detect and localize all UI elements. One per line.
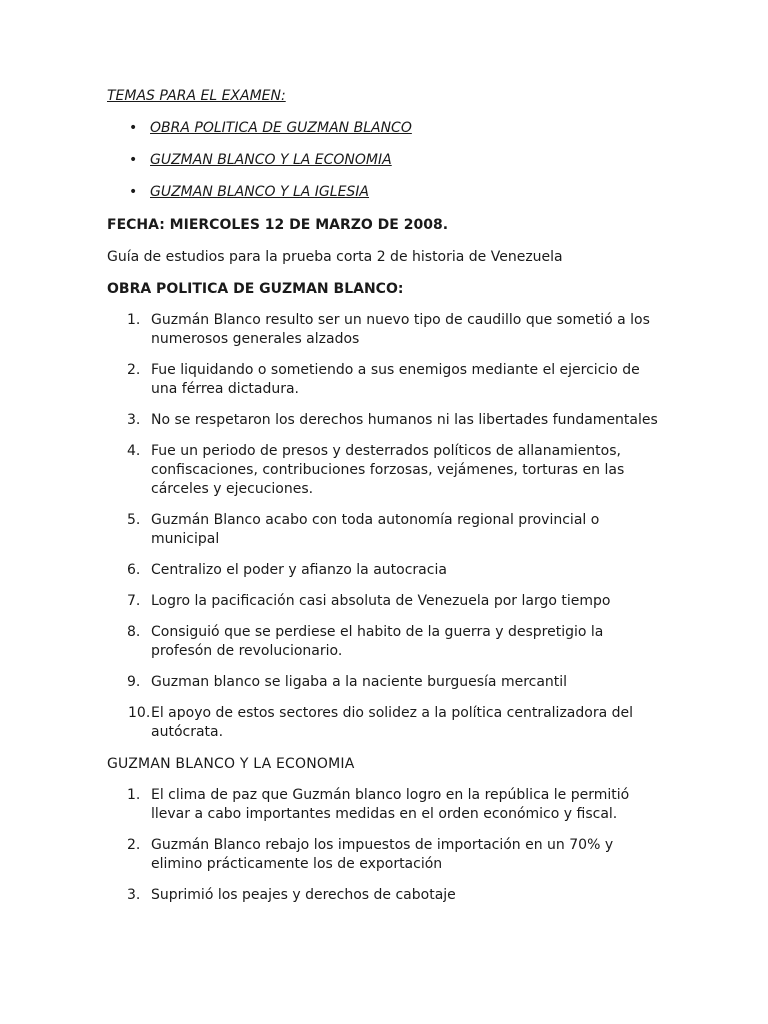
list-item-line: elimino prácticamente los de exportación — [151, 856, 443, 872]
list-item-line: Fue liquidando o sometiendo a sus enemigos mediante el ejercicio de — [151, 362, 640, 378]
list-item-line: autócrata. — [151, 724, 224, 740]
list-item — [107, 511, 667, 549]
list-item-number: 3. — [127, 887, 141, 903]
list-item-line: confiscaciones, contribuciones forzosas, vejámenes, torturas en las — [151, 462, 625, 478]
list-item-number: 6. — [127, 562, 141, 578]
list-item-number: 7. — [127, 593, 141, 609]
study-guide-subtitle: Guía de estudios para la prueba corta 2 de historia de Venezuela — [107, 249, 563, 265]
list-item-line: Centralizo el poder y afianzo la autocracia — [151, 562, 447, 578]
list-item — [107, 704, 667, 742]
list-item-line: Guzman blanco se ligaba a la naciente burguesía mercantil — [151, 674, 568, 690]
list-item-number: 4. — [127, 443, 141, 459]
list-item-line: Guzmán Blanco rebajo los impuestos de importación en un 70% y — [151, 837, 614, 853]
list-item — [107, 442, 667, 499]
list-item-line: Fue un periodo de presos y desterrados políticos de allanamientos, — [151, 443, 621, 459]
list-item-number: 9. — [127, 674, 141, 690]
economia-list — [107, 786, 667, 905]
temas-item-text: GUZMAN BLANCO Y LA ECONOMIA — [150, 152, 392, 168]
section-heading-economia: GUZMAN BLANCO Y LA ECONOMIA — [107, 756, 355, 772]
list-item-line: cárceles y ejecuciones. — [151, 481, 314, 497]
list-item-line: Guzmán Blanco acabo con toda autonomía regional provincial o — [151, 512, 600, 528]
document-page — [107, 86, 667, 905]
temas-title: TEMAS PARA EL EXAMEN: — [107, 88, 286, 104]
obra-politica-list — [107, 311, 667, 742]
list-item-line: Logro la pacificación casi absoluta de Venezuela por largo tiempo — [151, 593, 611, 609]
list-item-number: 8. — [127, 624, 141, 640]
list-item — [107, 411, 667, 430]
temas-item — [107, 150, 667, 170]
list-item-line: El apoyo de estos sectores dio solidez a la política centralizadora del — [151, 705, 633, 721]
list-item-line: municipal — [151, 531, 220, 547]
list-item — [107, 592, 667, 611]
list-item-number: 2. — [127, 837, 141, 853]
list-item-line: No se respetaron los derechos humanos ni las libertades fundamentales — [151, 412, 658, 428]
list-item-line: numerosos generales alzados — [151, 331, 360, 347]
list-item-line: llevar a cabo importantes medidas en el orden económico y fiscal. — [151, 806, 618, 822]
list-item-line: Guzmán Blanco resulto ser un nuevo tipo de caudillo que sometió a los — [151, 312, 650, 328]
list-item — [107, 786, 667, 824]
list-item — [107, 673, 667, 692]
list-item-number: 10. — [128, 705, 151, 721]
list-item-line: Suprimió los peajes y derechos de cabotaje — [151, 887, 456, 903]
list-item-number: 5. — [127, 512, 141, 528]
bullet-icon: • — [129, 120, 138, 136]
temas-item — [107, 182, 667, 202]
bullet-icon: • — [129, 184, 138, 200]
exam-date: FECHA: MIERCOLES 12 DE MARZO DE 2008. — [107, 217, 449, 233]
list-item-line: El clima de paz que Guzmán blanco logro en la república le permitió — [151, 787, 630, 803]
list-item-number: 2. — [127, 362, 141, 378]
list-item — [107, 836, 667, 874]
list-item — [107, 561, 667, 580]
list-item — [107, 311, 667, 349]
list-item-line: Consiguió que se perdiese el habito de la guerra y despretigio la — [151, 624, 604, 640]
list-item-number: 1. — [127, 787, 141, 803]
list-item — [107, 361, 667, 399]
list-item-number: 3. — [127, 412, 141, 428]
list-item-line: una férrea dictadura. — [151, 381, 300, 397]
list-item — [107, 886, 667, 905]
bullet-icon: • — [129, 152, 138, 168]
list-item-line: profesón de revolucionario. — [151, 643, 343, 659]
temas-item-text: OBRA POLITICA DE GUZMAN BLANCO — [150, 120, 412, 136]
list-item — [107, 623, 667, 661]
temas-item — [107, 118, 667, 138]
temas-list — [107, 118, 667, 202]
list-item-number: 1. — [127, 312, 141, 328]
temas-item-text: GUZMAN BLANCO Y LA IGLESIA — [150, 184, 370, 200]
section-heading-obra-politica: OBRA POLITICA DE GUZMAN BLANCO: — [107, 281, 404, 297]
